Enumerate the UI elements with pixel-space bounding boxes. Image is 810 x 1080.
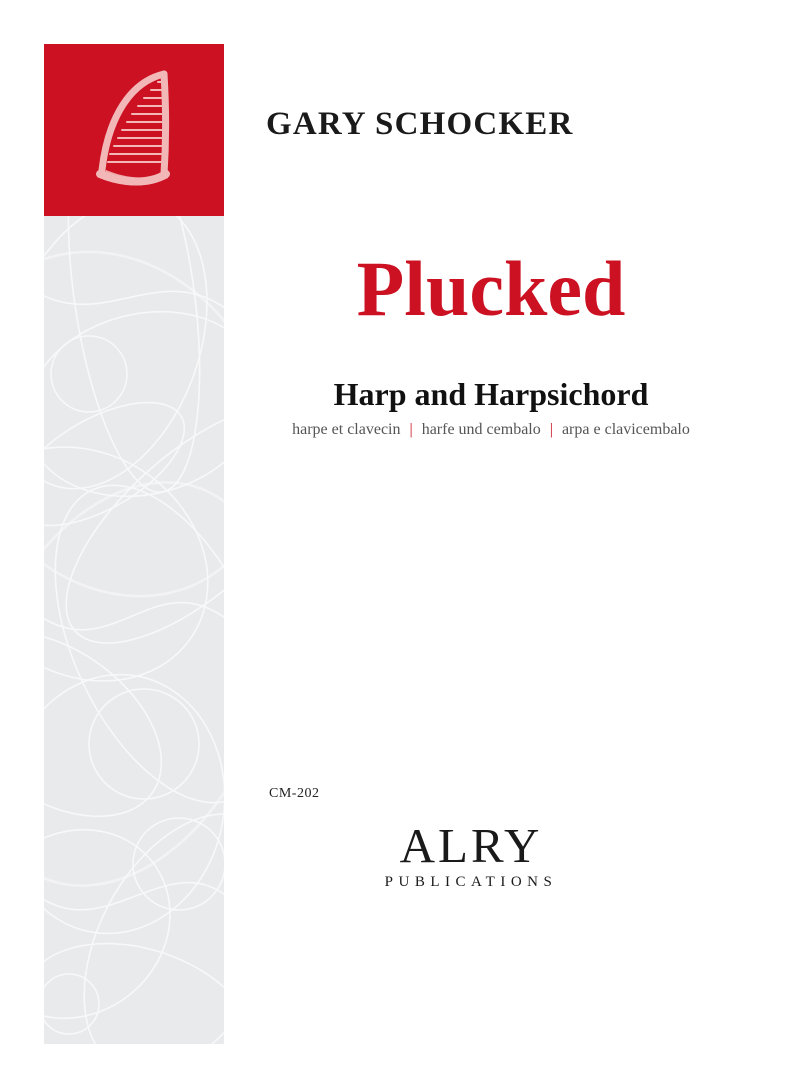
instrumentation-subtitle: Harp and Harpsichord (333, 376, 649, 412)
translation-italian: arpa e clavicembalo (561, 421, 690, 438)
translation-separator-1: | (409, 421, 413, 438)
harp-icon (86, 66, 182, 194)
composer-name: GARY SCHOCKER (266, 106, 574, 142)
instrumentation-translations (266, 421, 716, 439)
publisher-tagline: PUBLICATIONS (384, 874, 558, 890)
translation-separator-2: | (549, 421, 553, 438)
page-title: Plucked (356, 245, 626, 332)
publisher-name: ALRY (399, 818, 543, 873)
publisher-logo-block (44, 44, 224, 216)
catalog-number: CM-202 (269, 786, 320, 801)
cover-text-column (266, 0, 766, 1080)
translation-french: harpe et clavecin (292, 421, 401, 438)
translation-german: harfe und cembalo (421, 421, 541, 438)
publisher-mark (266, 820, 676, 891)
